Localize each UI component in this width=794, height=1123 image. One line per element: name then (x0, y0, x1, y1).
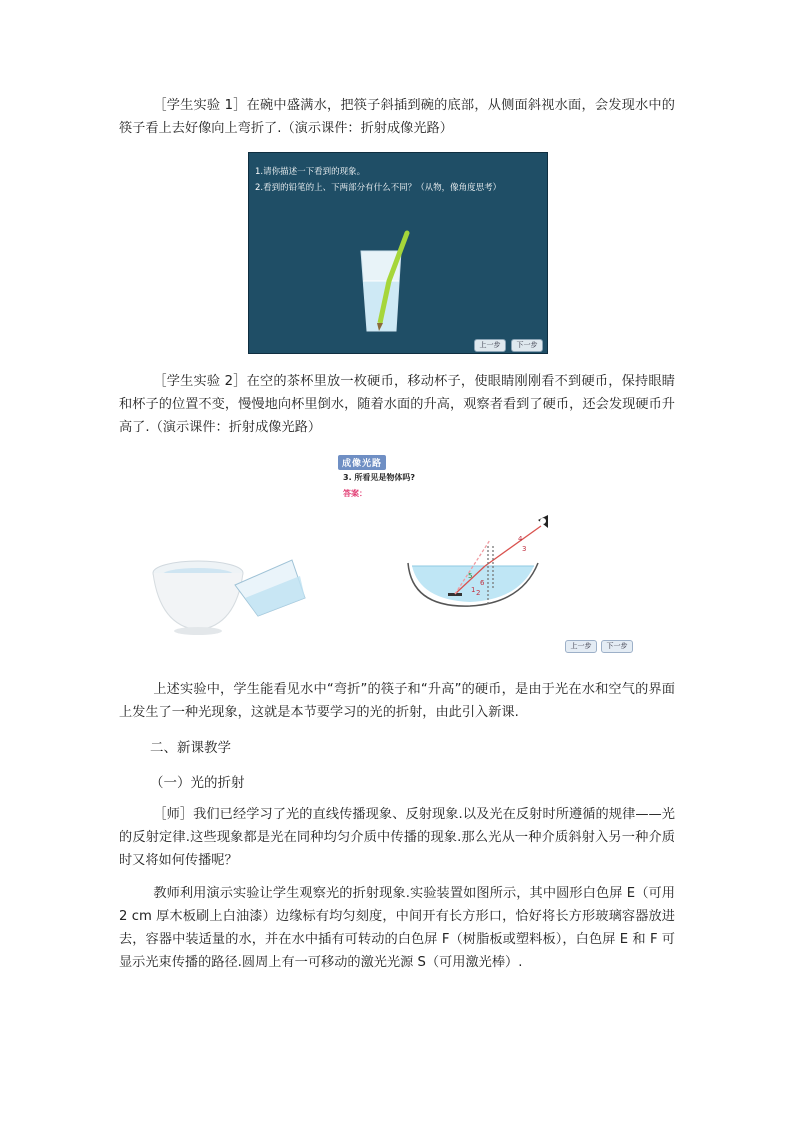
paragraph-summary: 上述实验中，学生能看见水中“弯折”的筷子和“升高”的硬币，是由于光在水和空气的界面上发生了一种光现象，这就是本节要学习的光的折射，由此引入新课. (119, 682, 675, 720)
paragraph-experiment-2: ［学生实验 2］在空的茶杯里放一枚硬币，移动杯子，使眼睛刚刚看不到硬币，保持眼睛和杯子的位置不变，慢慢地向杯里倒水，随着水面的升高，观察者看到了硬币，还会发现硬币升高了.（演示课件：折射成像光路） (119, 374, 675, 435)
ray-label-3: 3 (522, 545, 527, 553)
paragraph-experiment-1: ［学生实验 1］在碗中盛满水，把筷子斜插到碗的底部，从侧面斜视水面，会发现水中的筷子看上去好像向上弯折了.（演示课件：折射成像光路） (119, 98, 675, 136)
refraction-illustration (150, 448, 640, 658)
figure1-next-button[interactable]: 下一步 (511, 339, 543, 352)
bowl-icon (153, 561, 243, 635)
pouring-glass-icon (235, 560, 305, 616)
ray-label-6: 6 (480, 579, 485, 587)
subsection-heading-refraction: （一）光的折射 (150, 775, 245, 791)
figure-pencil-in-glass (248, 152, 548, 354)
semicircle-container-icon (408, 563, 538, 607)
figure2-answer-label: 答案： (343, 489, 367, 498)
figure2-next-button[interactable]: 下一步 (601, 640, 633, 653)
ray-label-1: 1 (471, 586, 476, 594)
figure1-question-2: 2.看到的铅笔的上、下两部分有什么不同？（从物，像角度思考） (255, 183, 502, 193)
glass-illustration (249, 153, 547, 353)
section-heading-new-lesson: 二、新课教学 (150, 740, 231, 756)
paragraph-teacher: ［师］我们已经学习了光的直线传播现象、反射现象.以及光在反射时所遵循的规律——光的反射定律.这些现象都是光在同种均匀介质中传播的现象.那么光从一种介质斜射入另一种介质时又将如何传播呢？ (119, 807, 675, 868)
figure1-prev-button[interactable]: 上一步 (474, 339, 506, 352)
paragraph-demo-experiment: 教师利用演示实验让学生观察光的折射现象.实验装置如图所示，其中圆形白色屏 E（可用 2 cm 厚木板刷上白油漆）边缘标有均匀刻度，中间开有长方形口，恰好将长方形玻璃容器放进去，容器中装适量的水，并在水中插有可转动的白色屏 F（树脂板或塑料板），白色屏 E 和 F 可显示光束传播的路径.圆周上有一可移动的激光光源 S（可用激光棒）. (119, 886, 675, 970)
figure1-question-1: 1.请你描述一下看到的现象。 (255, 167, 366, 177)
figure2-question: 3. 所看见是物体吗? (343, 473, 416, 482)
figure2-prev-button[interactable]: 上一步 (565, 640, 597, 653)
figure-refraction-optical-path (150, 448, 640, 658)
ray-label-4: 4 (518, 535, 523, 543)
eye-icon (538, 515, 548, 528)
ray-label-5: 5 (468, 572, 473, 580)
ray-label-2: 2 (476, 589, 481, 597)
figure2-title: 成像光路 (338, 455, 386, 470)
